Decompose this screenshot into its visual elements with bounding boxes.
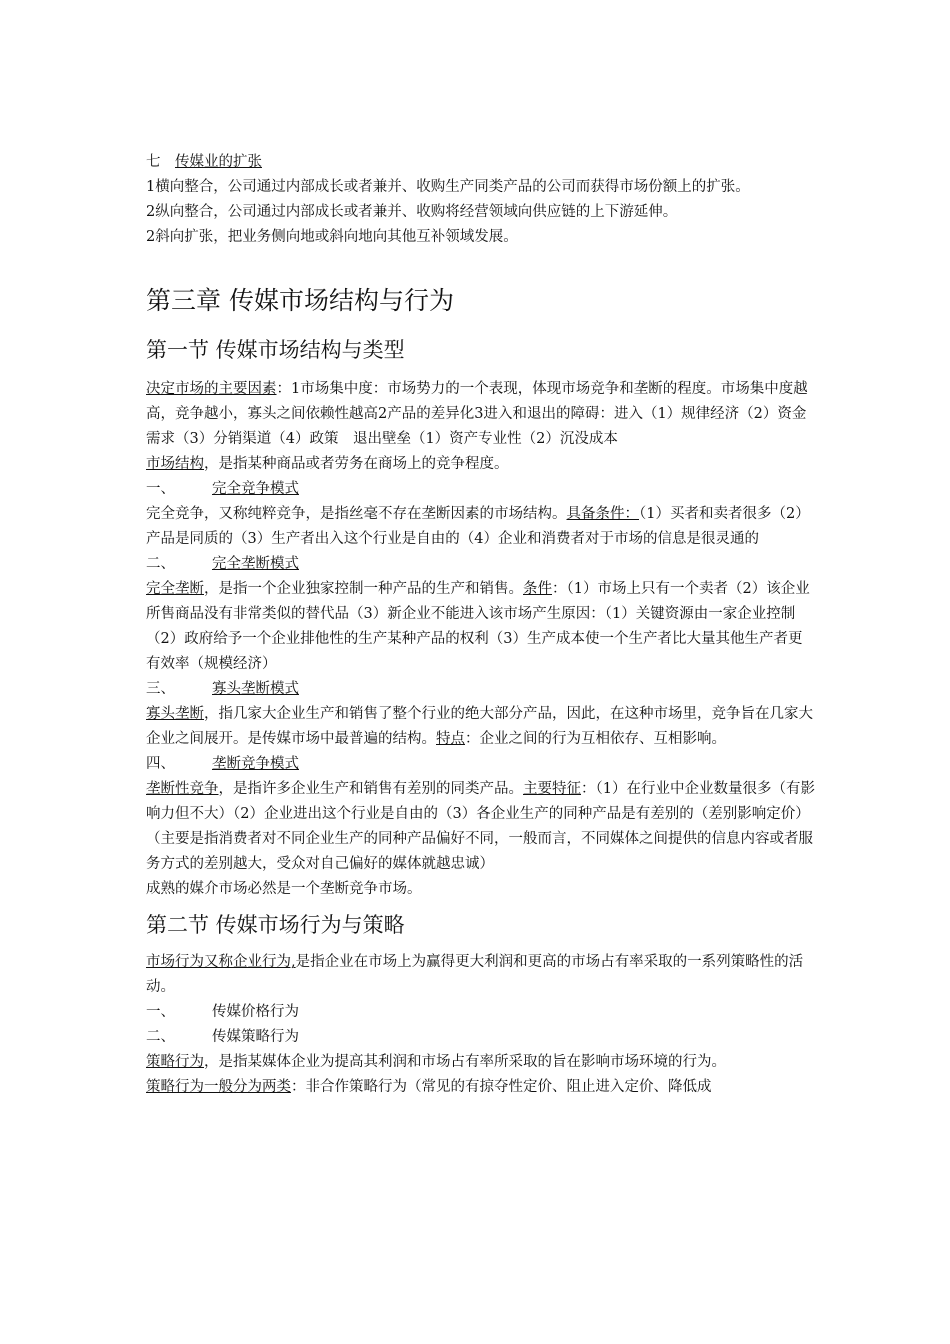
term-label: 市场结构 (146, 456, 204, 473)
term-text: （1）买者和卖者很多（2）产品是同质的（3）生产者出入这个行业是自由的（4）企业和消费者对于市场的信息是很灵通的 (146, 506, 810, 548)
list-title: 寡头垄断模式 (212, 681, 299, 698)
paragraph: 成熟的媒介市场必然是一个垄断竞争市场。 (146, 881, 422, 898)
term-text: ，是指许多企业生产和销售有差别的同类产品。 (218, 781, 523, 798)
term-text: ：1市场集中度：市场势力的一个表现，体现市场竞争和垄断的程度。市场集中度越高，竞争越小，寡头之间依赖性越高2产品的差异化3进入和退出的障碍：进入（1）规律经济（2）资金需求（3）分销渠道（4）政策 退出壁垒（1）资产专业性（2）沉没成本 (146, 381, 808, 448)
term-label: 具备条件： (566, 506, 639, 523)
term-text: ，是指某种商品或者劳务在商场上的竞争程度。 (204, 456, 509, 473)
list-item (146, 677, 816, 702)
list-title: 完全竞争模式 (212, 481, 299, 498)
paragraph: 2斜向扩张，把业务侧向地或斜向地向其他互补领域发展。 (146, 229, 518, 245)
term-label: 决定市场的主要因素 (146, 381, 277, 398)
paragraph (146, 1050, 816, 1075)
term-label: 寡头垄断 (146, 706, 204, 723)
term-label: 垄断性竞争 (146, 781, 219, 798)
term-text: ：非合作策略行为（常见的有掠夺性定价、阻止进入定价、降低成 (291, 1079, 712, 1096)
list-number: 一、 (146, 481, 175, 498)
paragraph (146, 777, 816, 877)
term-text: 是指企业在市场上为赢得更大利润和更高的市场占有率采取的一系列策略性的活动。 (146, 954, 804, 996)
paragraph (146, 1075, 816, 1100)
paragraph (146, 702, 816, 752)
term-text: ，是指一个企业独家控制一种产品的生产和销售。 (204, 581, 523, 598)
list-item (146, 1000, 816, 1025)
list-title: 传媒策略行为 (212, 1029, 299, 1046)
term-text: ，指几家大企业生产和销售了整个行业的绝大部分产品，因此，在这种市场里，竞争旨在几家大企业之间展开。是传媒市场中最普遍的结构。 (146, 706, 813, 748)
term-label: 策略行为一般分为两类 (146, 1079, 291, 1096)
paragraph (146, 377, 816, 452)
list-title: 完全垄断模式 (212, 556, 299, 573)
section-seven-heading (146, 150, 816, 175)
term-label: 条件 (523, 581, 552, 598)
paragraph: 1横向整合，公司通过内部成长或者兼并、收购生产同类产品的公司而获得市场份额上的扩张。 (146, 179, 750, 195)
chapter-title: 第三章 传媒市场结构与行为 (146, 286, 454, 315)
term-label: 主要特征 (523, 781, 581, 798)
list-title: 垄断竞争模式 (212, 756, 299, 773)
list-number: 二、 (146, 1029, 175, 1046)
term-text: ：企业之间的行为互相依存、互相影响。 (465, 731, 726, 748)
paragraph (146, 502, 816, 552)
section-number: 七 (146, 154, 161, 170)
list-item (146, 552, 816, 577)
list-title: 传媒价格行为 (212, 1004, 299, 1021)
term-text: ，是指某媒体企业为提高其利润和市场占有率所采取的旨在影响市场环境的行为。 (204, 1054, 726, 1071)
section-title: 第二节 传媒市场行为与策略 (146, 913, 405, 938)
term-label: 特点 (436, 731, 465, 748)
term-text: ：（1）市场上只有一个卖者（2）该企业所售商品没有非常类似的替代品（3）新企业不能进入该市场产生原因：（1）关键资源由一家企业控制（2）政府给予一个企业排他性的生产某种产品的权利（3）生产成本使一个生产者比大量其他生产者更有效率（规模经济） (146, 581, 810, 673)
term-label: 完全垄断 (146, 581, 204, 598)
section-title: 第一节 传媒市场结构与类型 (146, 338, 405, 363)
list-number: 三、 (146, 681, 175, 698)
term-text: ：（1）在行业中企业数量很多（有影响力但不大）（2）企业进出这个行业是自由的（3）各企业生产的同种产品是有差别的（差别影响定价）（主要是指消费者对不同企业生产的同种产品偏好不同，一般而言，不同媒体之间提供的信息内容或者服务方式的差别越大，受众对自己偏好的媒体就越忠诚） (146, 781, 815, 873)
list-number: 二、 (146, 556, 175, 573)
paragraph (146, 452, 816, 477)
list-number: 四、 (146, 756, 175, 773)
list-item (146, 752, 816, 777)
term-text: 完全竞争，又称纯粹竞争，是指丝毫不存在垄断因素的市场结构。 (146, 506, 567, 523)
list-number: 一、 (146, 1004, 175, 1021)
paragraph (146, 950, 816, 1000)
paragraph: 2纵向整合，公司通过内部成长或者兼并、收购将经营领域向供应链的上下游延伸。 (146, 204, 678, 220)
paragraph (146, 577, 816, 677)
list-item (146, 477, 816, 502)
term-label: 市场行为又称企业行为, (146, 954, 296, 971)
section-title: 传媒业的扩张 (175, 154, 262, 170)
list-item (146, 1025, 816, 1050)
document-page (146, 150, 816, 1100)
term-label: 策略行为 (146, 1054, 204, 1071)
